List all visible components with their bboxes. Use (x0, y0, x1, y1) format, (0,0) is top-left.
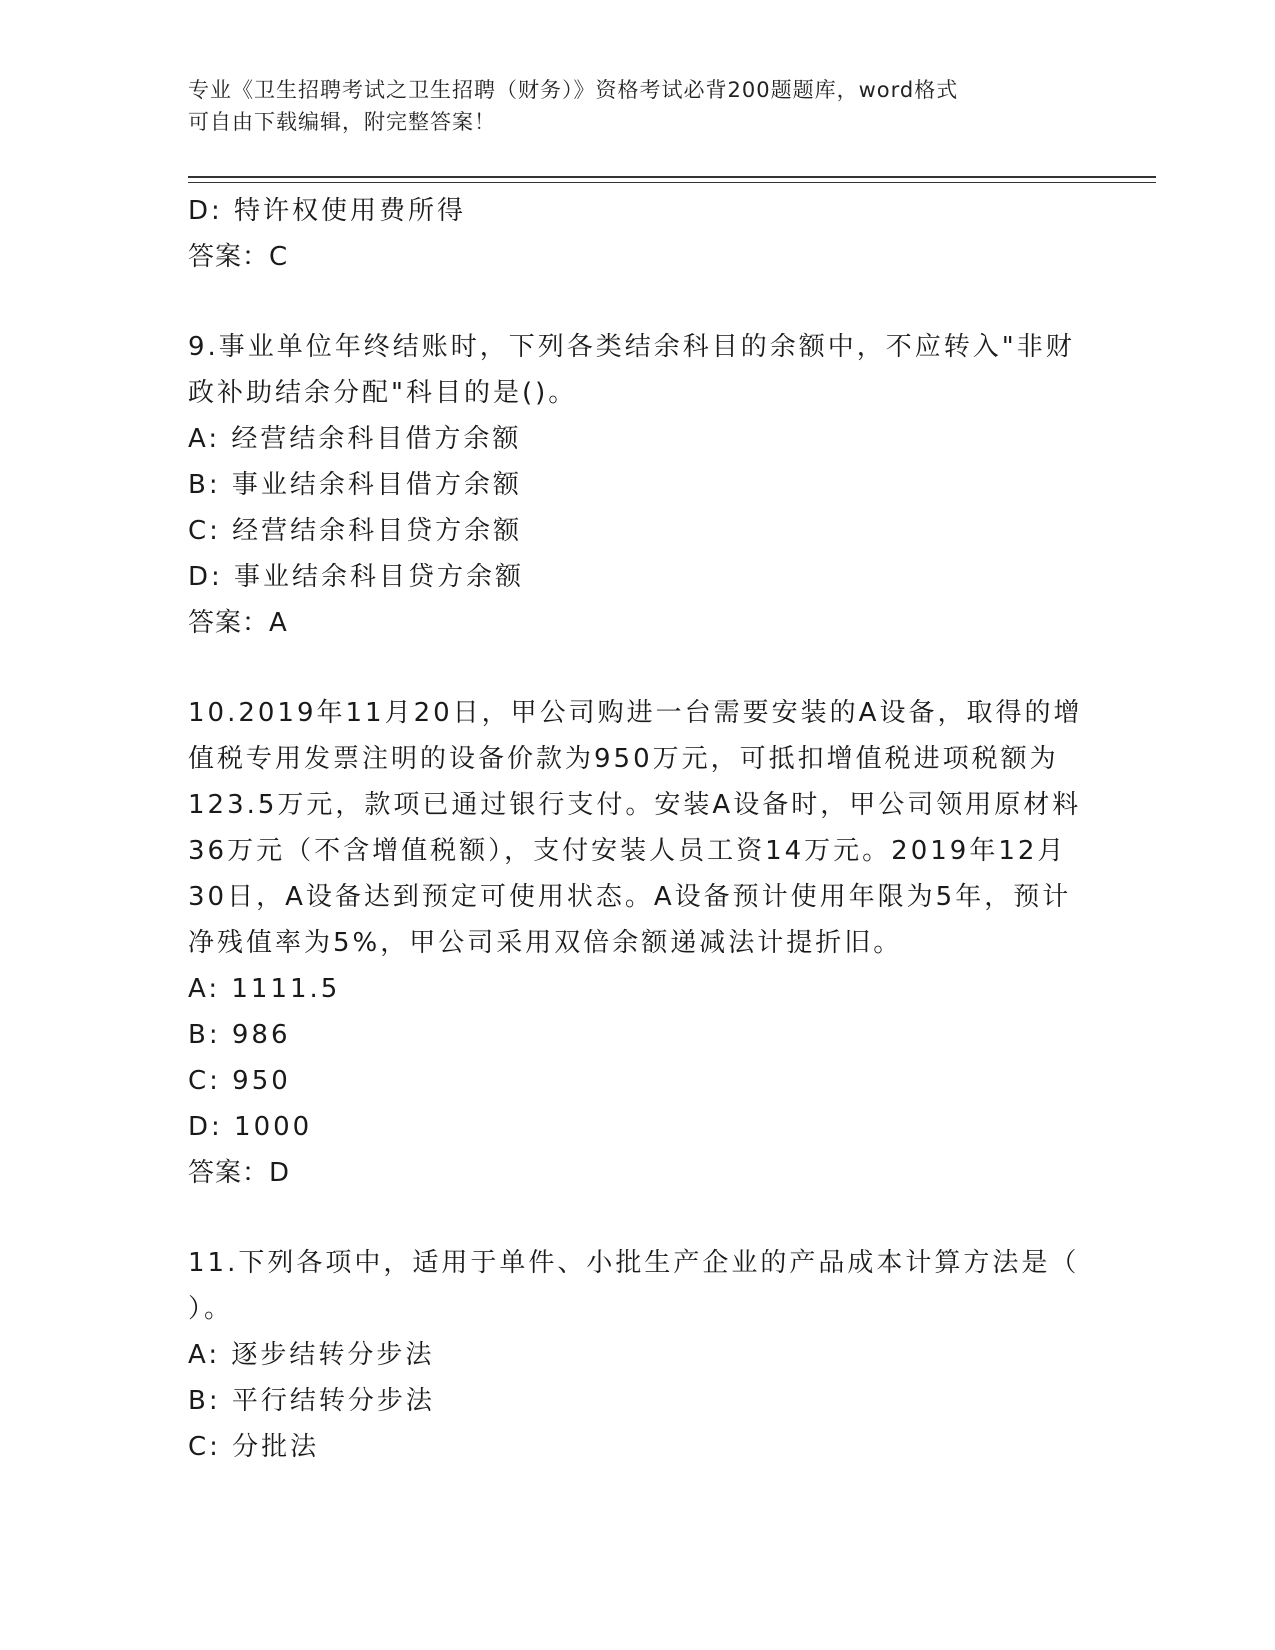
question-text: 政补助结余分配"科目的是()。 (188, 378, 578, 408)
option-d: D: 特许权使用费所得 (188, 196, 467, 226)
option-c: C: 经营结余科目贷方余额 (188, 516, 523, 546)
question-block-prev (188, 188, 1088, 280)
question-text: 11.下列各项中，适用于单件、小批生产企业的产品成本计算方法是（ (188, 1248, 1080, 1278)
answer-line: 答案：C (188, 242, 289, 272)
document-body (188, 188, 1088, 1470)
question-text: 9.事业单位年终结账时，下列各类结余科目的余额中，不应转入"非财 (188, 332, 1075, 362)
question-block-10 (188, 690, 1088, 1196)
answer-line: 答案：D (188, 1158, 291, 1188)
question-block-11 (188, 1240, 1088, 1470)
page-header (188, 74, 1088, 138)
spacer (188, 646, 1088, 690)
option-c: C: 分批法 (188, 1432, 320, 1462)
option-a: A: 1111.5 (188, 974, 341, 1004)
question-text: 净残值率为5%，甲公司采用双倍余额递减法计提折旧。 (188, 928, 903, 958)
option-b: B: 986 (188, 1020, 291, 1050)
question-text: 123.5万元，款项已通过银行支付。安装A设备时，甲公司领用原材料 (188, 790, 1082, 820)
question-text: 10.2019年11月20日，甲公司购进一台需要安装的A设备，取得的增 (188, 698, 1083, 728)
question-text: 36万元（不含增值税额），支付安装人员工资14万元。2019年12月 (188, 836, 1067, 866)
question-text: 30日，A设备达到预定可使用状态。A设备预计使用年限为5年，预计 (188, 882, 1072, 912)
option-a: A: 逐步结转分步法 (188, 1340, 435, 1370)
option-c: C: 950 (188, 1066, 291, 1096)
option-a: A: 经营结余科目借方余额 (188, 424, 522, 454)
option-b: B: 事业结余科目借方余额 (188, 470, 522, 500)
option-d: D: 1000 (188, 1112, 313, 1142)
header-rule-thick (188, 176, 1156, 178)
question-block-9 (188, 324, 1088, 646)
question-text: ）。 (188, 1294, 234, 1324)
spacer (188, 280, 1088, 324)
spacer (188, 1196, 1088, 1240)
option-d: D: 事业结余科目贷方余额 (188, 562, 525, 592)
header-line-1: 专业《卫生招聘考试之卫生招聘（财务）》资格考试必背200题题库，word格式 (188, 78, 959, 102)
option-b: B: 平行结转分步法 (188, 1386, 435, 1416)
header-line-2: 可自由下载编辑，附完整答案！ (188, 110, 496, 134)
header-rule-thin (188, 182, 1156, 183)
question-text: 值税专用发票注明的设备价款为950万元，可抵扣增值税进项税额为 (188, 744, 1059, 774)
answer-line: 答案：A (188, 608, 288, 638)
